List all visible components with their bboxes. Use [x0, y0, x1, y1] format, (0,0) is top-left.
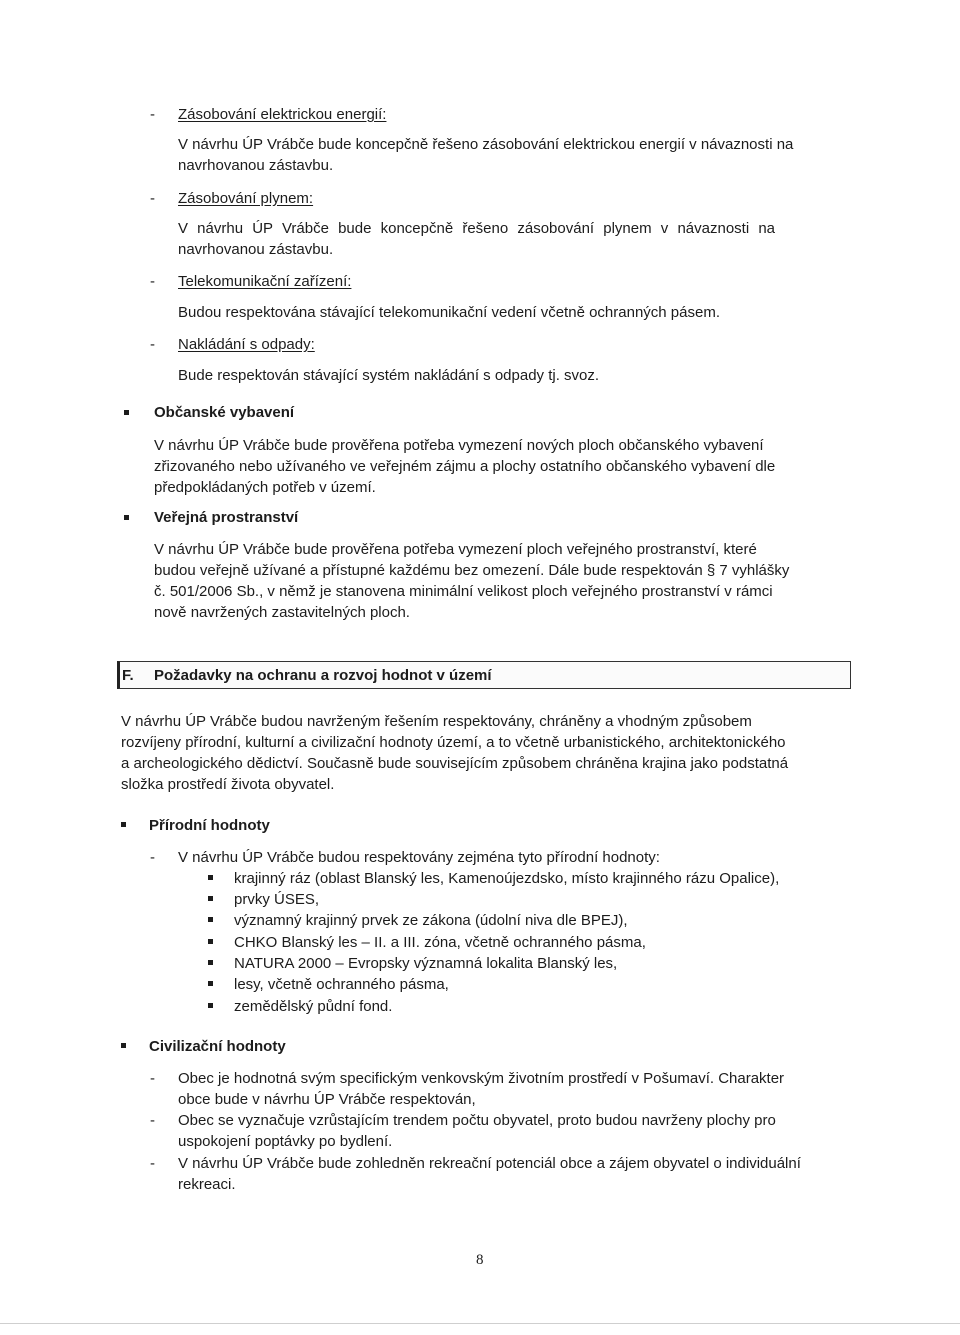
public-line-2: budou veřejně užívané a přístupné každému bez omezení. Dále bude respektován § 7 vyhlášky — [154, 562, 790, 579]
f-intro-line-2: rozvíjeny přírodní, kulturní a civilizační hodnoty území, a to včetně urbanistického, architektonického — [121, 734, 786, 751]
waste-line-1: Bude respektován stávající systém nakládání s odpady tj. svoz. — [178, 367, 600, 384]
bullet-square — [208, 1003, 213, 1008]
telecom-line-1: Budou respektována stávající telekomunikační vedení včetně ochranných pásem. — [178, 304, 720, 321]
list-dash: - — [150, 190, 155, 207]
bullet-square — [124, 515, 129, 520]
list-dash: - — [150, 273, 155, 290]
section-f-header — [117, 661, 851, 689]
section-f-letter: F. — [122, 667, 134, 684]
civ-item-3-line-2: rekreaci. — [178, 1176, 236, 1193]
heading-telecom: Telekomunikační zařízení: — [178, 273, 352, 290]
list-dash: - — [150, 336, 155, 353]
civic-line-2: zřizovaného nebo užívaného ve veřejném zájmu a plochy ostatního občanského vybavení dle — [154, 458, 776, 475]
natural-item-6: lesy, včetně ochranného pásma, — [234, 976, 449, 993]
civ-item-2-line-1: Obec se vyznačuje vzrůstajícím trendem počtu obyvatel, proto budou navrženy plochy pro — [178, 1112, 776, 1129]
natural-item-4: CHKO Blanský les – II. a III. zóna, včetně ochranného pásma, — [234, 934, 646, 951]
heading-public-spaces: Veřejná prostranství — [154, 509, 299, 526]
public-line-1: V návrhu ÚP Vrábče bude prověřena potřeba vymezení ploch veřejného prostranství, které — [154, 541, 757, 558]
electricity-line-2: navrhovanou zástavbu. — [178, 157, 334, 174]
scan-edge-line — [0, 1323, 960, 1324]
civ-item-1-line-1: Obec je hodnotná svým specifickým venkovským životním prostředí v Pošumaví. Charakter — [178, 1070, 785, 1087]
civ-item-2-line-2: uspokojení poptávky po bydlení. — [178, 1133, 393, 1150]
heading-civic-amenities: Občanské vybavení — [154, 404, 295, 421]
public-line-4: nově navržených zastavitelných ploch. — [154, 604, 410, 621]
section-f-title: Požadavky na ochranu a rozvoj hodnot v území — [154, 667, 492, 684]
list-dash: - — [150, 1155, 155, 1172]
civ-item-3-line-1: V návrhu ÚP Vrábče bude zohledněn rekreační potenciál obce a zájem obyvatel o individuální — [178, 1155, 801, 1172]
bullet-square — [121, 822, 126, 827]
natural-item-7: zemědělský půdní fond. — [234, 998, 393, 1015]
f-intro-line-4: složka prostředí života obyvatel. — [121, 776, 335, 793]
bullet-square — [208, 896, 213, 901]
public-line-3: č. 501/2006 Sb., v němž je stanovena minimální velikost ploch veřejného prostranství v rámci — [154, 583, 773, 600]
natural-item-5: NATURA 2000 – Evropsky významná lokalita Blanský les, — [234, 955, 618, 972]
natural-item-1: krajinný ráz (oblast Blanský les, Kamenoújezdsko, místo krajinného rázu Opalice), — [234, 870, 780, 887]
civic-line-3: předpokládaných potřeb v území. — [154, 479, 376, 496]
civ-item-1-line-2: obce bude v návrhu ÚP Vrábče respektován, — [178, 1091, 476, 1108]
list-dash: - — [150, 849, 155, 866]
heading-civilization-values: Civilizační hodnoty — [149, 1038, 286, 1055]
f-intro-line-3: a archeologického dědictví. Současně bude souvisejícím způsobem chráněna krajina jako podstatná — [121, 755, 789, 772]
bullet-square — [208, 960, 213, 965]
natural-intro: V návrhu ÚP Vrábče budou respektovány zejména tyto přírodní hodnoty: — [178, 849, 660, 866]
list-dash: - — [150, 1112, 155, 1129]
list-dash: - — [150, 106, 155, 123]
heading-waste: Nakládání s odpady: — [178, 336, 315, 353]
bullet-square — [208, 939, 213, 944]
natural-item-2: prvky ÚSES, — [234, 891, 320, 908]
page-number: 8 — [476, 1252, 484, 1268]
bullet-square — [208, 917, 213, 922]
civic-line-1: V návrhu ÚP Vrábče bude prověřena potřeba vymezení nových ploch občanského vybavení — [154, 437, 764, 454]
bullet-square — [208, 875, 213, 880]
bullet-square — [124, 410, 129, 415]
natural-item-3: významný krajinný prvek ze zákona (údolní niva dle BPEJ), — [234, 912, 628, 929]
heading-gas: Zásobování plynem: — [178, 190, 314, 207]
gas-line-2: navrhovanou zástavbu. — [178, 241, 334, 258]
bullet-square — [121, 1043, 126, 1048]
heading-natural-values: Přírodní hodnoty — [149, 817, 270, 834]
f-intro-line-1: V návrhu ÚP Vrábče budou navrženým řešením respektovány, chráněny a vhodným způsobem — [121, 713, 752, 730]
gas-line-1: V návrhu ÚP Vrábče bude koncepčně řešeno zásobování plynem v návaznosti na — [178, 220, 776, 237]
electricity-line-1: V návrhu ÚP Vrábče bude koncepčně řešeno zásobování elektrickou energií v návaznosti na — [178, 136, 794, 153]
bullet-square — [208, 981, 213, 986]
heading-electricity: Zásobování elektrickou energií: — [178, 106, 387, 123]
list-dash: - — [150, 1070, 155, 1087]
